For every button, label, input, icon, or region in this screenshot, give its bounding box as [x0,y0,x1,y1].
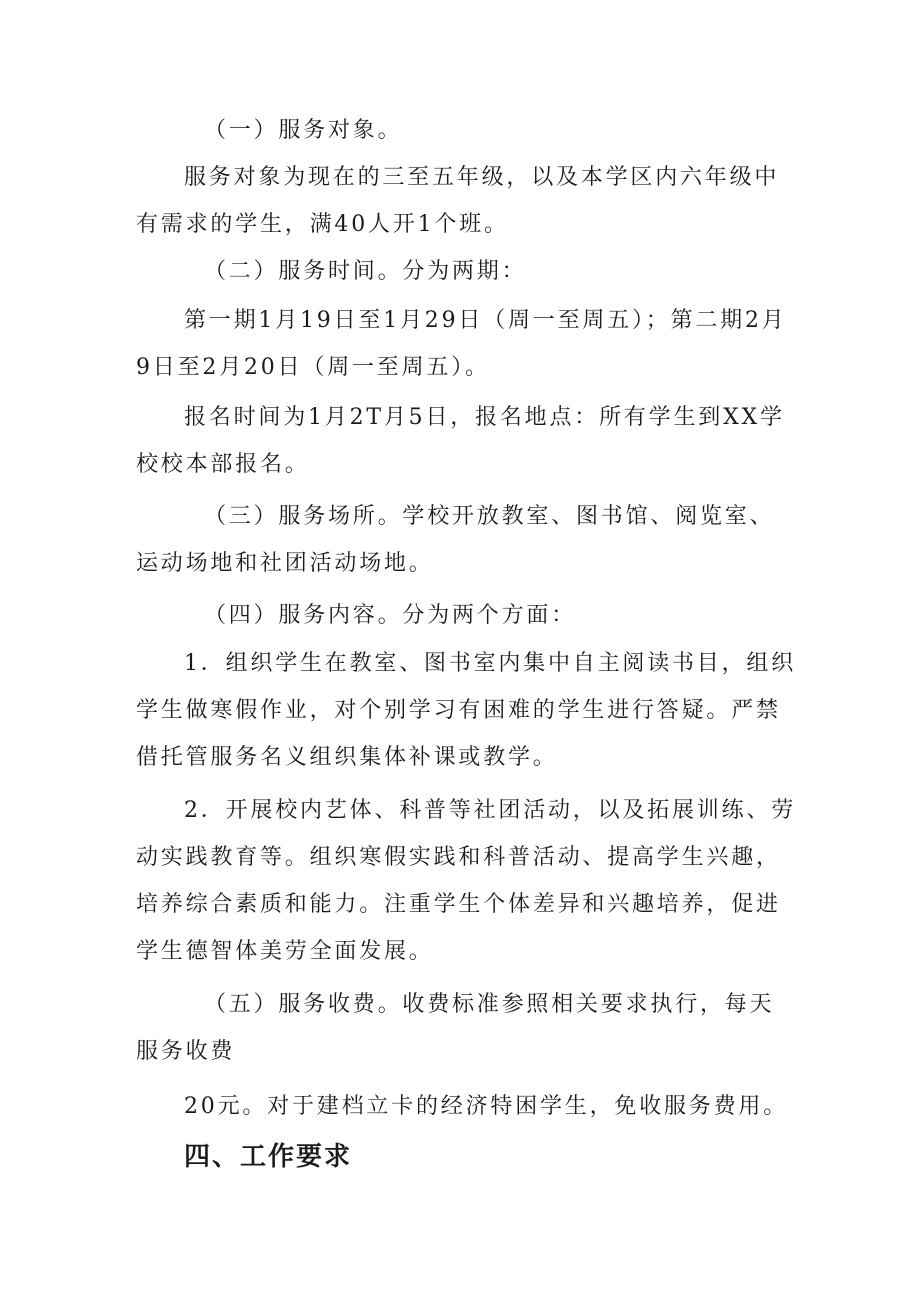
registration-paragraph: 报名时间为1月2T月5日，报名地点：所有学生到XX学校校本部报名。 [136,405,785,477]
content-item-1-paragraph: 1．组织学生在教室、图书室内集中自主阅读书目，组织学生做寒假作业，对个别学习有困难的学生进行答疑。严禁借托管服务名义组织集体补课或教学。 [136,651,796,770]
service-fee-paragraph: （五）服务收费。收费标准参照相关要求执行，每天服务收费 [136,992,775,1064]
service-period-paragraph: 第一期1月19日至1月29日（周一至周五）；第二期2月9日至2月20日（周一至周五）。 [136,308,787,380]
service-target-paragraph: 服务对象为现在的三至五年级，以及本学区内六年级中有需求的学生，满40人开1个班。 [136,165,780,237]
content-item-2-paragraph: 2．开展校内艺体、科普等社团活动，以及拓展训练、劳动实践教育等。组织寒假实践和科普活动、提高学生兴趣，培养综合素质和能力。注重学生个体差异和兴趣培养，促进学生德智体美劳全面发展。 [136,798,796,964]
section-service-content-title: （四）服务内容。分为两个方面： [204,603,577,628]
section-service-time-title: （二）服务时间。分为两期： [204,259,527,284]
section-service-target-title: （一）服务对象。 [204,118,403,143]
service-venue-paragraph: （三）服务场所。学校开放教室、图书馆、阅览室、运动场地和社团活动场地。 [136,504,775,576]
section-heading-work-requirements: 四、工作要求 [184,1142,353,1172]
fee-amount-paragraph: 20元。对于建档立卡的经济特困学生，免收服务费用。 [184,1094,788,1119]
